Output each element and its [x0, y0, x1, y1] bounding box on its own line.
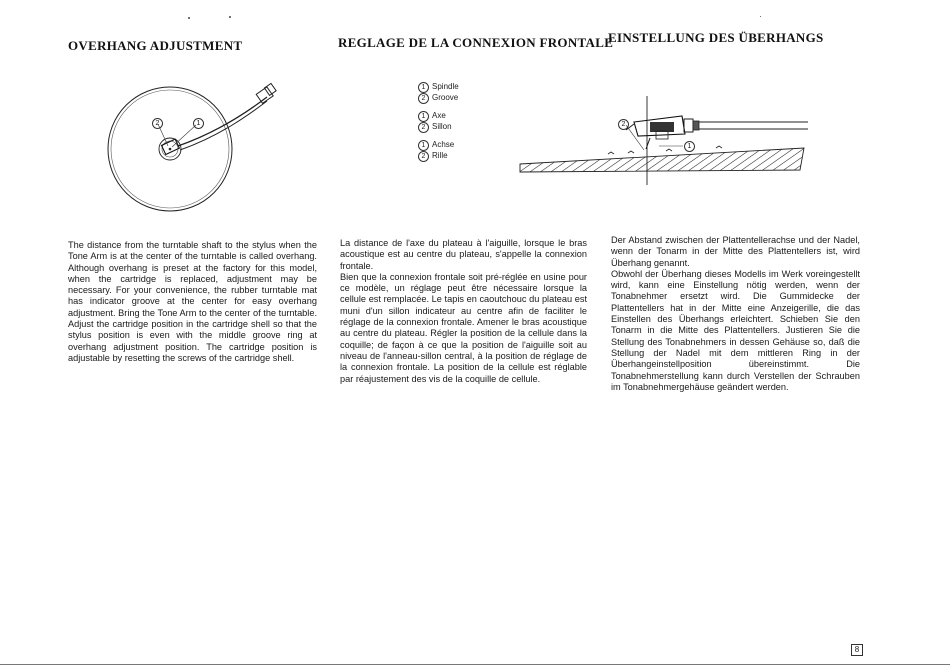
- scan-speck: [760, 16, 761, 17]
- text-column-english: [68, 240, 317, 364]
- turntable-top-view-diagram: [100, 80, 300, 240]
- callout-spindle-top: 1: [193, 118, 204, 129]
- legend-item: [418, 151, 459, 162]
- legend-label: Sillon: [432, 122, 452, 132]
- bottom-rule: [0, 664, 950, 665]
- callout-groove-top: 2: [152, 118, 163, 129]
- legend-item: [418, 93, 459, 104]
- legend-label: Axe: [432, 111, 446, 121]
- legend-label: Rille: [432, 151, 448, 161]
- legend-group-french: [418, 111, 459, 133]
- legend-group-english: [418, 82, 459, 104]
- scan-speck: [229, 16, 231, 18]
- legend-item: [418, 140, 459, 151]
- scan-speck: [188, 17, 190, 19]
- paragraph: Obwohl der Überhang dieses Modells im Werk voreingestellt wird, kann eine Einstellung nötig werden, wenn der Tonabnehmer ersetzt wird. Die Gummidecke der Plattentellers hat in der Mitte eine Anzeigerille, die das Einstellen des Überhangs erleichtert. Schieben Sie den Tonarm in die Mitte des Plattentellers. Justieren Sie die Stellung des Tonabnehmers in dessen Gehäuse so, daß die Stellung der Nadel mit dem mittleren Ring in der Überhangeinstellposition übereinstimmt. Die Tonabnehmerstellung kann durch Verstellen der Schrauben im Tonabnehmergehäuse geändert werden.: [611, 268, 860, 392]
- paragraph: La distance de l'axe du plateau à l'aiguille, lorsque le bras acoustique est au centre du plateau, s'appelle la connexion frontale.: [340, 238, 587, 271]
- legend-number: 2: [418, 93, 429, 104]
- text-column-french: [340, 238, 587, 385]
- text-column-german: [611, 235, 860, 393]
- legend-item: [418, 122, 459, 133]
- legend-item: [418, 82, 459, 93]
- legend-label: Groove: [432, 93, 459, 103]
- legend-item: [418, 111, 459, 122]
- page-number: 8: [851, 644, 863, 656]
- heading-german: EINSTELLUNG DES ÜBERHANGS: [608, 30, 824, 45]
- legend-label: Achse: [432, 140, 455, 150]
- callout-legend: [418, 82, 459, 169]
- legend-number: 2: [418, 122, 429, 133]
- paragraph: Der Abstand zwischen der Plattentellerachse und der Nadel, wenn der Tonarm in der Mitte des Plattentellers ist, wird Überhang genannt.: [611, 235, 860, 268]
- legend-number: 1: [418, 82, 429, 93]
- heading-english: OVERHANG ADJUSTMENT: [68, 38, 243, 53]
- paragraph: Bien que la connexion frontale soit pré-réglée en usine pour ce modèle, un réglage peut être nécessaire lorsque la cellule est remplacée. Le tapis en caoutchouc du plateau est muni d'un sillon indicateur au centre afin de faciliter le réglage de la connexion frontale. Amener le bras acoustique au centre du plateau. Régler la position de la cellule dans la coquille; de façon à ce que la position de l'aiguille soit au niveau de l'anneau-sillon central, à la position de réglage de la connexion frontale. La position de la cellule est réglable par réajustement des vis de la coquille de cellule.: [340, 271, 587, 384]
- legend-group-german: [418, 140, 459, 162]
- cartridge-side-view-diagram: [518, 92, 810, 186]
- callout-groove-side: 2: [618, 119, 629, 130]
- callout-spindle-side: 1: [684, 141, 695, 152]
- legend-number: 2: [418, 151, 429, 162]
- heading-french: REGLAGE DE LA CONNEXION FRONTALE: [338, 35, 614, 50]
- legend-label: Spindle: [432, 82, 459, 92]
- legend-number: 1: [418, 111, 429, 122]
- paragraph: The distance from the turntable shaft to the stylus when the Tone Arm is at the center of the turntable is called overhang. Although overhang is preset at the factory for this model, when the cartridge is replaced, adjustment may be necessary. For your convenience, the rubber turntable mat has indicator groove at the center for easy overhang adjustment. Bring the Tone Arm to the center of the turntable. Adjust the cartridge position in the cartridge shell so that the stylus position is even with the middle groove ring at overhang adjustment position. The cartridge position is adjustable by resetting the screws of the cartridge shell.: [68, 240, 317, 363]
- legend-number: 1: [418, 140, 429, 151]
